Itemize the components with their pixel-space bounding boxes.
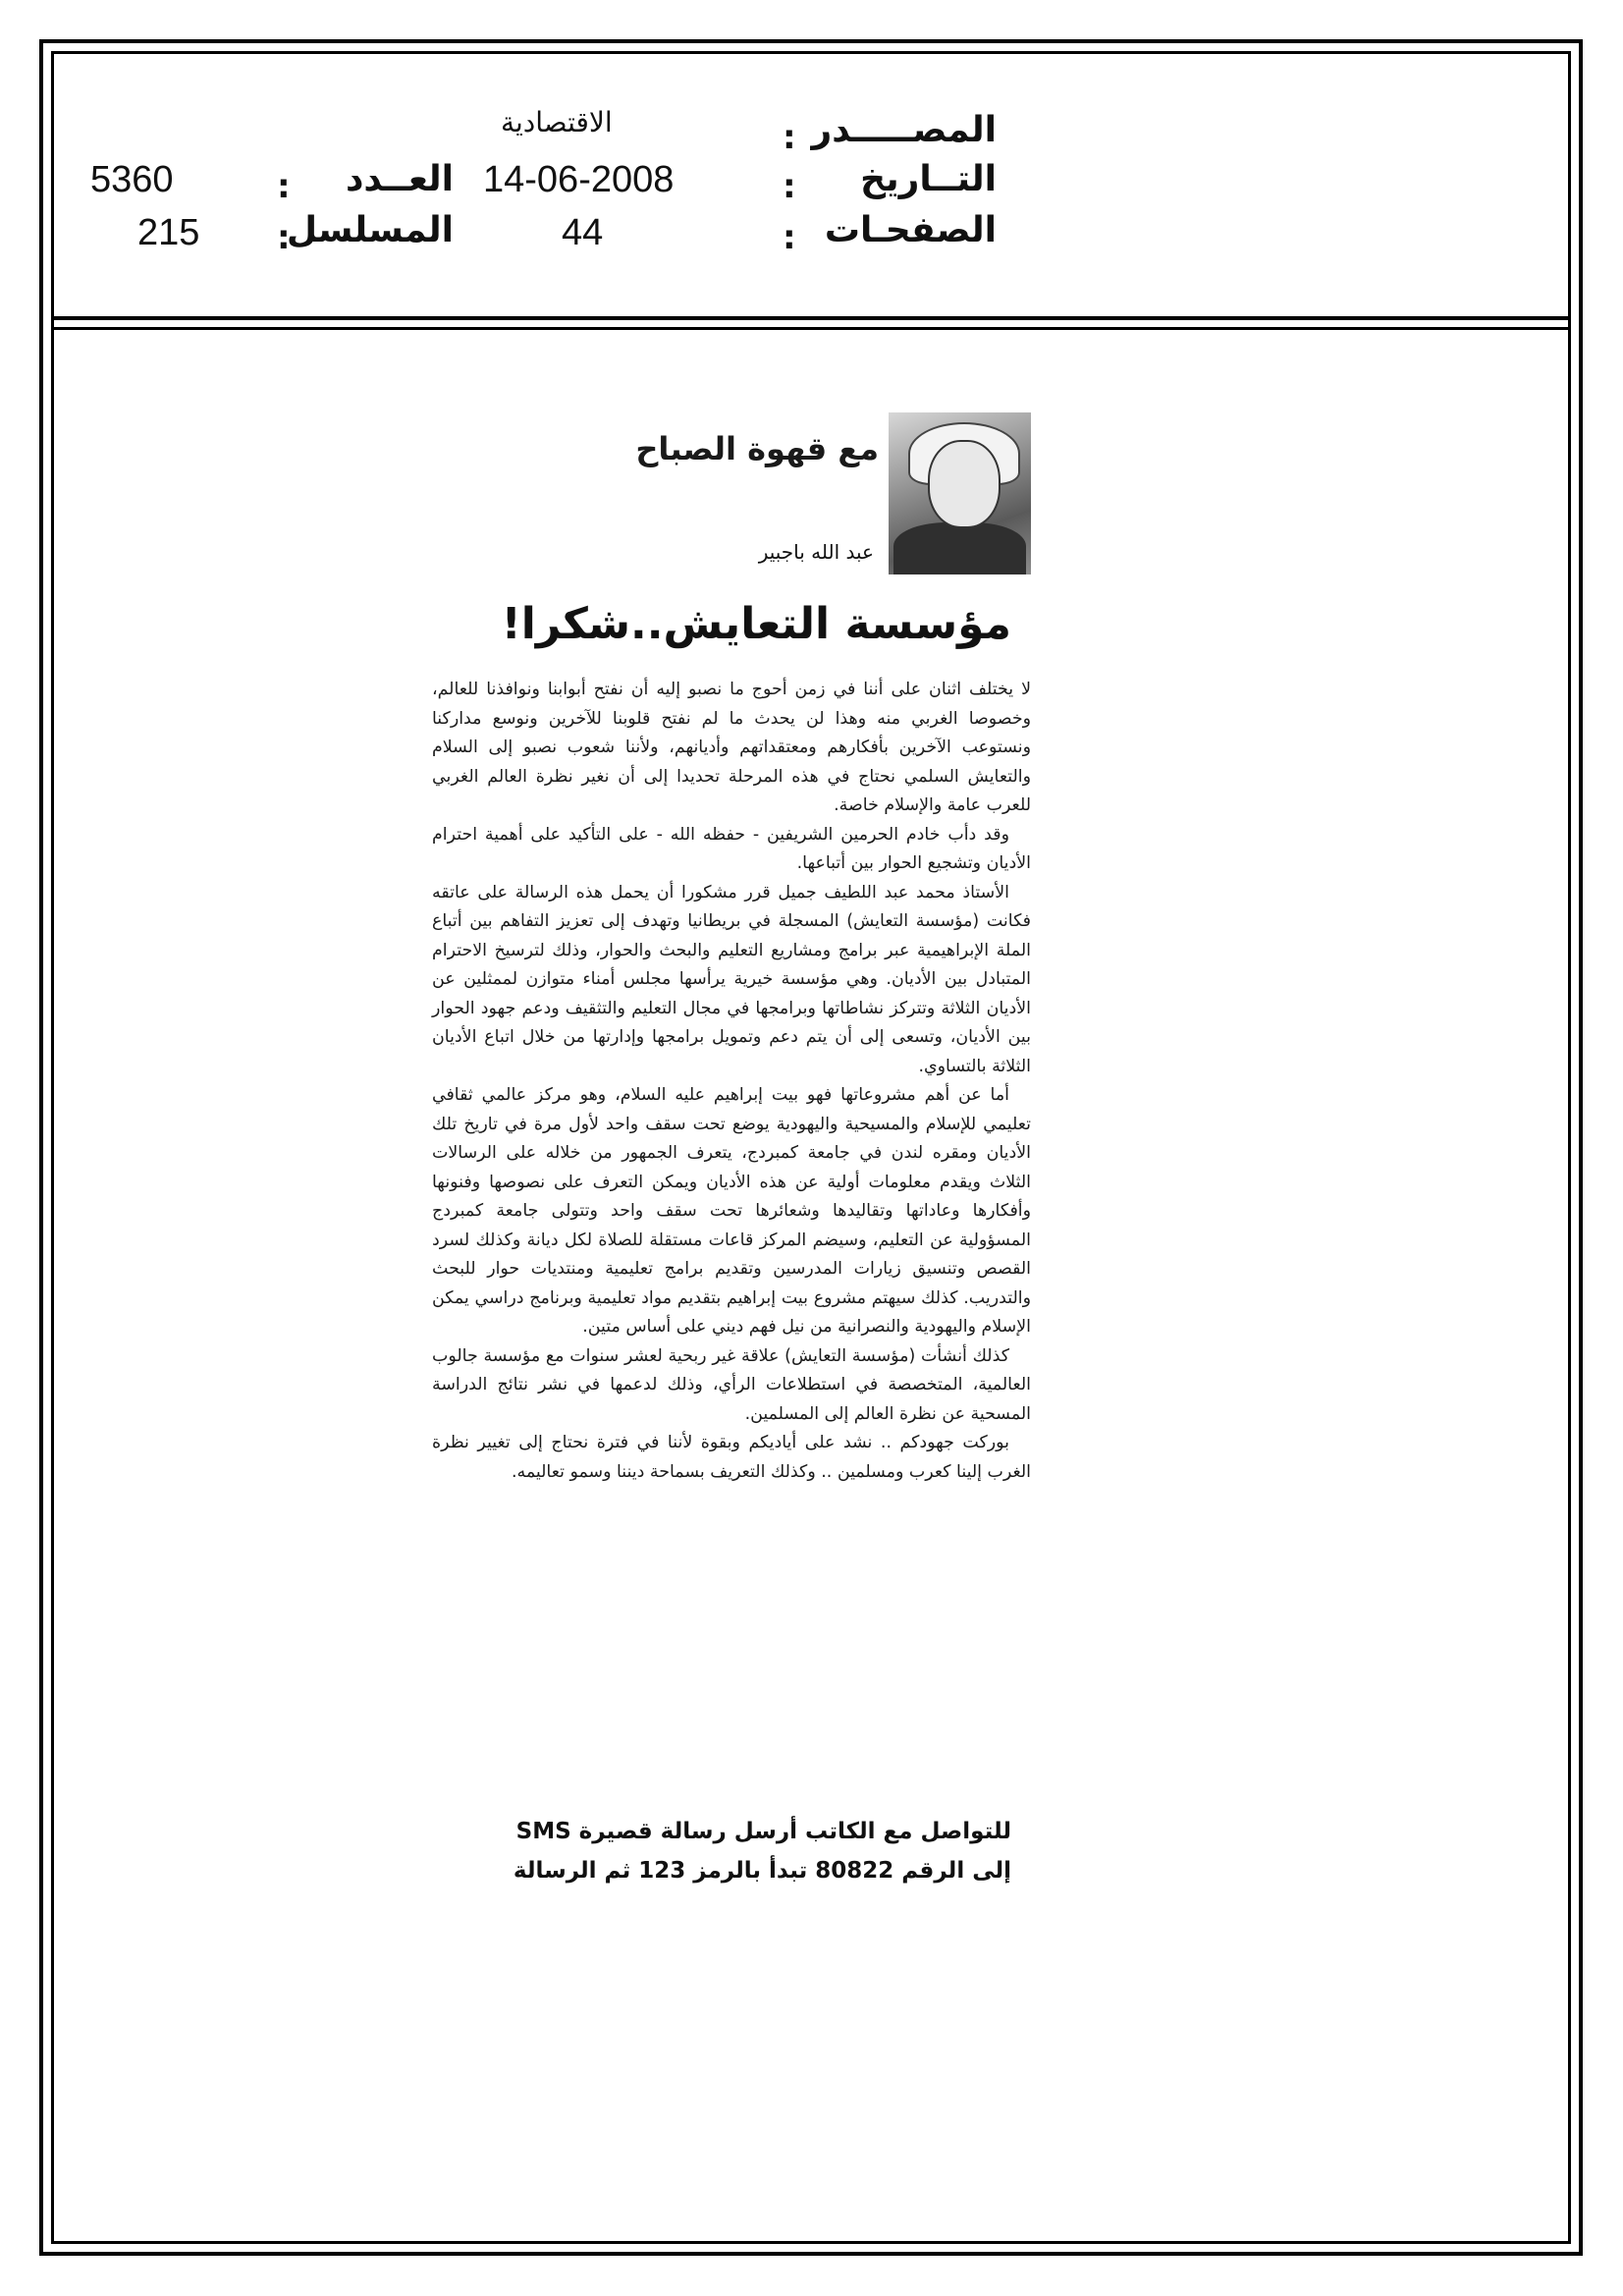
newspaper-clipping: [432, 412, 1031, 1984]
article-paragraph: وقد دأب خادم الحرمين الشريفين - حفظه الله - على التأكيد على أهمية احترام الأديان وتشجيع الحوار بين أتباعها.: [432, 824, 1031, 873]
serial-colon: :: [277, 218, 291, 257]
author-photo-shoulders: [893, 522, 1026, 574]
article-paragraph: لا يختلف اثنان على أننا في زمن أحوج ما نصبو إليه أن نفتح أبوابنا ونوافذنا للعالم، وخصوصا الغربي منه وهذا لن يحدث ما لم نفتح قلوبنا للآخرين ونوسع مداركنا ونستوعب الآخرين بأفكارهم ومعتقداتهم وأديانهم، ولأننا شعوب نصبو إلى السلام والتعايش السلمي نحتاج في هذه المرحلة تحديدا إلى أن نغير نظرة العالم الغربي للعرب عامة والإسلام خاصة.: [432, 680, 1031, 815]
article-paragraph: الأستاذ محمد عبد اللطيف جميل قرر مشكورا أن يحمل هذه الرسالة على عاتقه فكانت (مؤسسة التعايش) المسجلة في بريطانيا وتهدف إلى تعزيز التفاهم بين أتباع الملة الإبراهيمية عبر برامج ومشاريع التعليم والبحث والحوار، وذلك لترسيخ الاحترام المتبادل بين الأديان. وهي مؤسسة خيرية يرأسها مجلس أمناء متوازن لممثلين عن الأديان الثلاثة وتتركز نشاطاتها وبرامجها في مجال التعليم والتثقيف ودعم جهود الحوار بين الأديان، وتسعى إلى أن يتم دعم وتمويل برامجها وإدارتها من خلال اتباع الأديان الثلاثة بالتساوي.: [432, 882, 1031, 1076]
date-value: 14-06-2008: [483, 159, 675, 200]
article-paragraph: كذلك أنشأت (مؤسسة التعايش) علاقة غير ربحية لعشر سنوات مع مؤسسة جالوب العالمية، المتخصصة في استطلاعات الرأي، وذلك لدعمها في نشر نتائج الدراسة المسحية عن نظرة العالم إلى المسلمين.: [432, 1345, 1031, 1424]
article-paragraph: أما عن أهم مشروعاتها فهو بيت إبراهيم عليه السلام، وهو مركز عالمي ثقافي تعليمي للإسلام والمسيحية واليهودية يوضع تحت سقف واحد لأول مرة في تاريخ تلك الأديان ومقره لندن في جامعة كمبردج، يتعرف الجمهور من خلاله على الرسالات الثلاث ويقدم معلومات أولية عن هذه الأديان ويمكن التعرف على نصوصها وفنونها وأفكارها وعاداتها وتقاليدها وشعائرها تحت سقف واحد وتتولى جامعة كمبردج المسؤولية عن التعليم، وسيضم المركز قاعات مستقلة للصلاة لكل ديانة وكذلك لسرد القصص وتنسيق زيارات المدرسين وتقديم برامج تعليمية ومنتديات حوار للبحث والتدريب. كذلك سيهتم مشروع بيت إبراهيم بتقديم مواد تعليمية وبرنامج دراسي يمكن الإسلام واليهودية والنصرانية من نيل فهم ديني على أساس متين.: [432, 1085, 1031, 1337]
pages-value: 44: [562, 212, 604, 253]
pages-colon: :: [783, 218, 796, 257]
contact-line: للتواصل مع الكاتب أرسل رسالة قصيرة SMS: [515, 1819, 1011, 1844]
author-photo-face: [928, 440, 1001, 528]
serial-label: المسلسل: [286, 210, 454, 250]
issue-label: العــدد: [345, 159, 454, 199]
article-body: [432, 676, 1031, 1487]
date-colon: :: [783, 167, 796, 206]
pages-label: الصفحـات: [824, 210, 997, 250]
header-divider: [51, 316, 1571, 320]
date-label: التــاريخ: [860, 159, 997, 199]
clipping-header: [51, 51, 1571, 321]
contact-line: إلى الرقم 80822 تبدأ بالرمز 123 ثم الرسالة: [513, 1858, 1011, 1884]
author-name: عبد الله باجبير: [758, 540, 874, 564]
issue-colon: :: [277, 167, 291, 206]
source-label: المصـــــدر: [811, 110, 997, 150]
source-colon: :: [783, 118, 796, 157]
serial-value: 215: [137, 212, 200, 253]
header-divider-inner: [51, 327, 1571, 330]
article-headline: مؤسسة التعايش..شكرا!: [501, 599, 1011, 649]
column-title: مع قهوة الصباح: [635, 430, 879, 467]
contact-note: [514, 1812, 1011, 1890]
article-paragraph: بوركت جهودكم .. نشد على أياديكم وبقوة لأننا في فترة نحتاج إلى تغيير نظرة الغرب إلينا كعرب ومسلمين .. وكذلك التعريف بسماحة ديننا وسمو تعاليمه.: [432, 1433, 1031, 1482]
source-value: الاقتصادية: [501, 106, 613, 138]
issue-value: 5360: [90, 159, 174, 200]
author-photo: [889, 412, 1031, 574]
